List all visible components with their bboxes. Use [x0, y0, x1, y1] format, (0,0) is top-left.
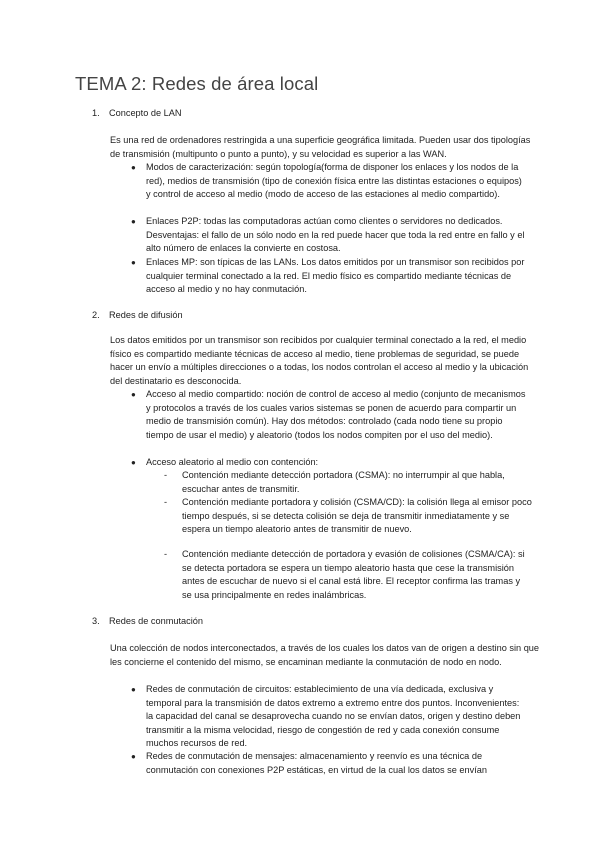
dash-icon: - — [164, 549, 168, 559]
page-title: TEMA 2: Redes de área local — [75, 73, 319, 94]
list-item: Contención mediante portadora y colisión (CSMA/CD): la colisión llega al emisor poco tiempo después, si se detecta colisión se deja de transmitir inmediatamente y se espera un tiempo aleatorio antes de transmitir de nuevo. — [182, 497, 532, 534]
section-number: 3. — [92, 616, 100, 626]
section-3-intro: Una colección de nodos interconectados, a través de los cuales los datos van de origen a destino sin que les concierne el contenido del mismo, se encaminan mediante la conmutación de nodo en nodo. — [110, 643, 540, 667]
list-item: Modos de caracterización: según topología(forma de disponer los enlaces y los nodos de la red), medios de transmisión (tipo de conexión física entre las distintas estaciones o equipos) y control de acceso al medio (modo de acceso de las estaciones al medio compartido). — [146, 162, 522, 199]
bullet-icon: ● — [131, 458, 136, 467]
section-title: Concepto de LAN — [109, 108, 182, 118]
section-title: Redes de difusión — [109, 310, 183, 320]
bullet-icon: ● — [131, 217, 136, 226]
list-item: Contención mediante detección portadora (CSMA): no interrumpir al que habla, escuchar antes de transmitir. — [182, 470, 505, 494]
bullet-icon: ● — [131, 163, 136, 172]
dash-icon: - — [164, 470, 168, 480]
list-item: Acceso al medio compartido: noción de control de acceso al medio (conjunto de mecanismos y protocolos a través de los cuales varios sistemas se ponen de acuerdo para compartir un medio de transmisión común). Hay dos métodos: controlado (cada nodo tiene su propio tiempo de usar el medio) y aleatorio (todos los nodos compiten por el uso del medio). — [146, 389, 526, 440]
section-number: 1. — [92, 108, 100, 118]
section-3-heading — [92, 615, 203, 629]
bullet-icon: ● — [131, 390, 136, 399]
list-item: Enlaces P2P: todas las computadoras actúan como clientes o servidores no dedicados. Desventajas: el fallo de un sólo nodo en la red puede hacer que toda la red entre en fallo y el alto número de enlaces la convierte en costosa. — [146, 216, 525, 253]
list-item: Redes de conmutación de mensajes: almacenamiento y reenvío es una técnica de conmutación con conexiones P2P estáticas, en virtud de la cual los datos se envían — [146, 751, 487, 775]
bullet-icon: ● — [131, 258, 136, 267]
section-1-heading — [92, 107, 182, 121]
bullet-icon: ● — [131, 752, 136, 761]
section-2-heading — [92, 309, 183, 323]
section-2-intro: Los datos emitidos por un transmisor son recibidos por cualquier terminal conectado a la red, el medio físico es compartido mediante técnicas de acceso al medio, tiene problemas de seguridad, se puede hacer un envío a múltiples direcciones o a todas, los nodos controlan el acceso al medio y la ubicación del destinatario es desconocida. — [110, 335, 529, 386]
list-item: Redes de conmutación de circuitos: establecimiento de una vía dedicada, exclusiva y temporal para la transmisión de datos extremo a extremo entre dos puntos. Inconvenientes: la capacidad del canal se desaprovecha cuando no se envían datos, origen y destino deben transmitir a la misma velocidad, riesgo de congestión de red y cada conexión consume muchos recursos de red. — [146, 684, 521, 748]
section-title: Redes de conmutación — [109, 616, 203, 626]
list-item: Acceso aleatorio al medio con contención: — [146, 457, 319, 467]
section-number: 2. — [92, 310, 100, 320]
bullet-icon: ● — [131, 685, 136, 694]
list-item: Contención mediante detección de portadora y evasión de colisiones (CSMA/CA): si se detecta portadora se espera un tiempo aleatorio hasta que cese la transmisión antes de escuchar de nuevo si el canal está libre. El receptor confirma las tramas y se usa principalmente en redes inalámbricas. — [182, 549, 525, 600]
list-item: Enlaces MP: son típicas de las LANs. Los datos emitidos por un transmisor son recibidos por cualquier terminal conectado a la red. El medio físico es compartido mediante técnicas de acceso al medio y no hay conmutación. — [146, 257, 525, 294]
section-1-intro: Es una red de ordenadores restringida a una superficie geográfica limitada. Pueden usar dos tipologías de transmisión (multipunto o punto a punto), y su velocidad es superior a las WAN. — [110, 135, 531, 159]
dash-icon: - — [164, 497, 168, 507]
